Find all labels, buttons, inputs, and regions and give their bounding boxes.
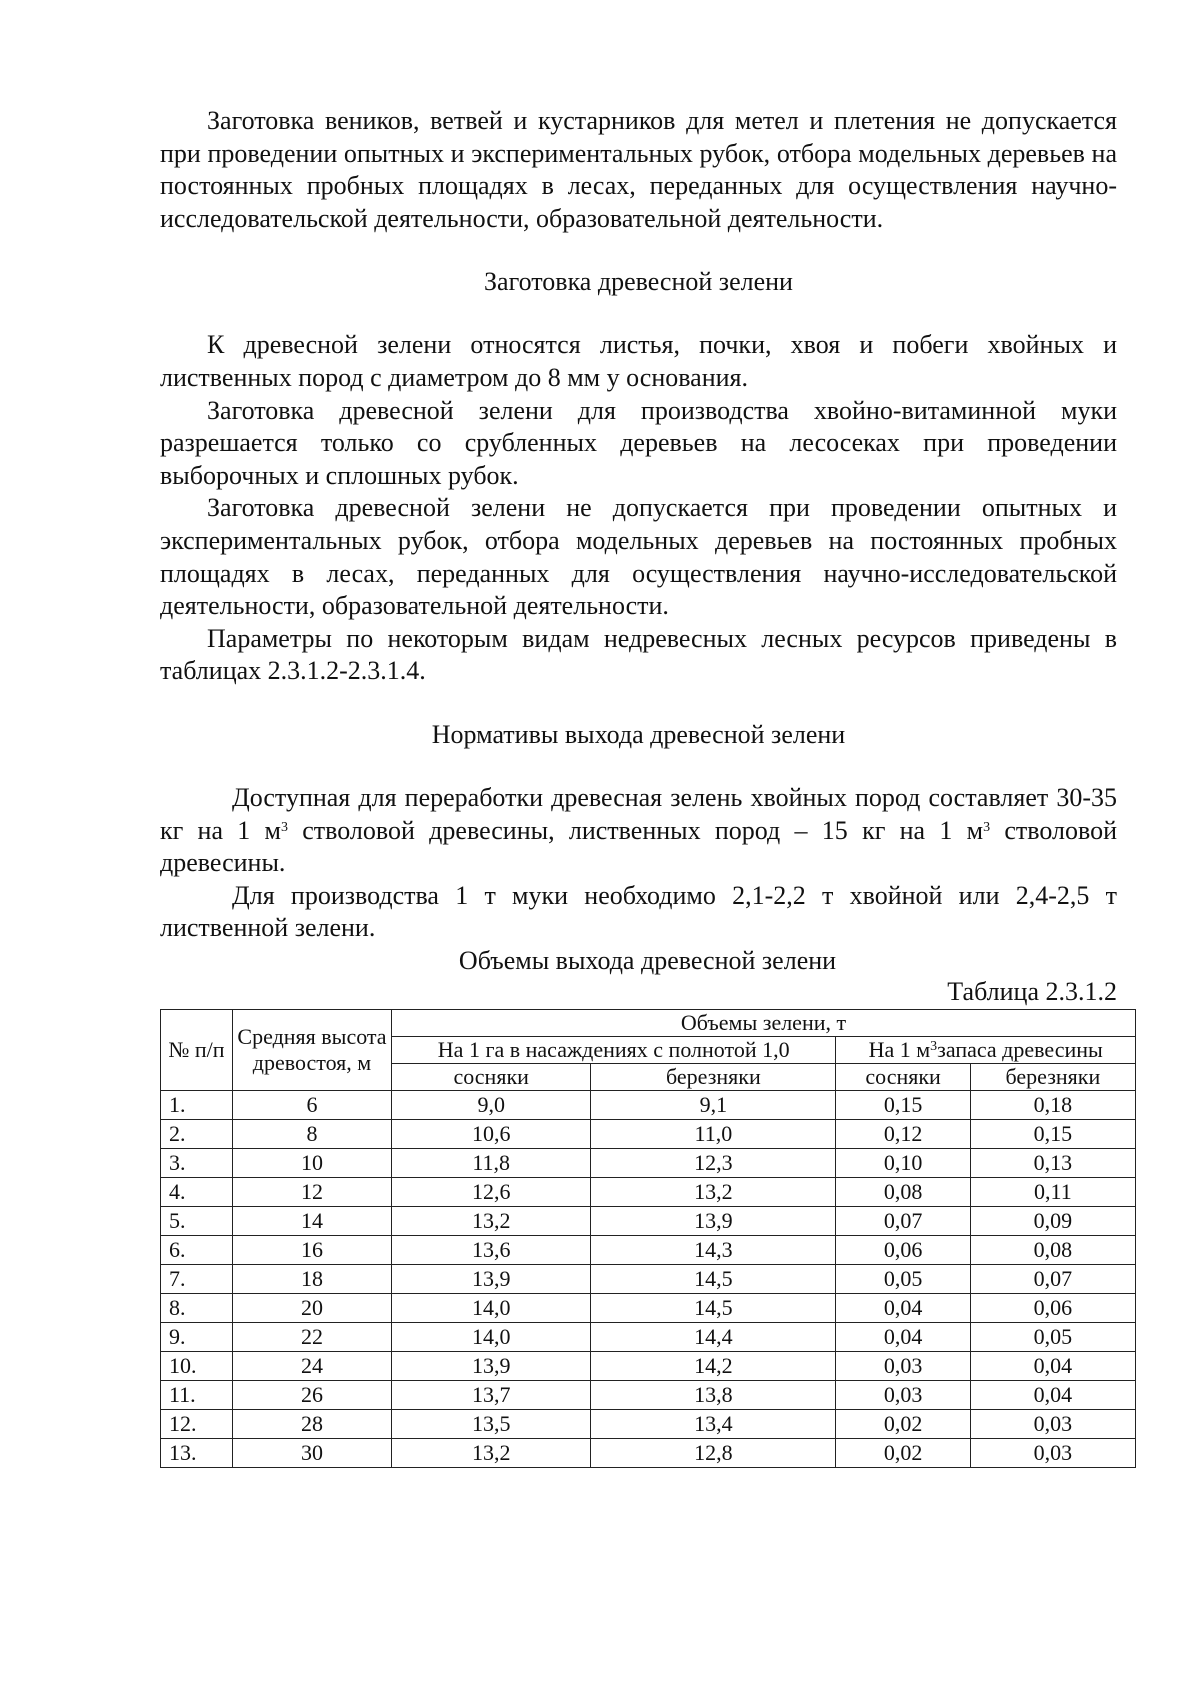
cell-pine-m3: 0,10 [836,1148,970,1177]
cell-number: 6. [161,1235,233,1264]
cell-birch-m3: 0,07 [970,1264,1135,1293]
table-caption: Объемы выхода древесной зелени [458,945,837,975]
cell-pine-m3: 0,06 [836,1235,970,1264]
cell-birch-m3: 0,09 [970,1206,1135,1235]
table-row [161,1235,1136,1264]
cell-pine-ha: 13,6 [392,1235,591,1264]
cell-height: 6 [233,1090,392,1119]
cell-pine-ha: 10,6 [392,1119,591,1148]
norms-text-b: стволовой древесины, лиственных пород – 15 кг на 1 м [288,815,984,845]
header-per-m3-a: На 1 м [868,1036,931,1062]
cell-pine-ha: 13,9 [392,1264,591,1293]
cell-number: 12. [161,1409,233,1438]
document-page [160,105,1117,1468]
cell-birch-m3: 0,06 [970,1293,1135,1322]
header-per-m3 [836,1036,1136,1063]
cell-birch-ha: 14,5 [591,1264,836,1293]
cell-birch-m3: 0,03 [970,1438,1135,1467]
cell-pine-ha: 13,9 [392,1351,591,1380]
cell-birch-ha: 9,1 [591,1090,836,1119]
cell-birch-ha: 13,8 [591,1380,836,1409]
paragraph-green-tables-ref: Параметры по некоторым видам недревесных лесных ресурсов приведены в таблицах 2.3.1.2-2.3.1.4. [160,623,1117,686]
table-row [161,1090,1136,1119]
cell-height: 20 [233,1293,392,1322]
cell-birch-ha: 14,4 [591,1322,836,1351]
cell-pine-m3: 0,12 [836,1119,970,1148]
green-volume-table [160,1009,1136,1468]
cell-number: 4. [161,1177,233,1206]
cell-pine-m3: 0,04 [836,1293,970,1322]
paragraph-norms-flour: Для производства 1 т муки необходимо 2,1-2,2 т хвойной или 2,4-2,5 т лиственной зелени. [160,880,1117,943]
cell-height: 12 [233,1177,392,1206]
paragraph-brooms: Заготовка веников, ветвей и кустарников для метел и плетения не допускается при проведении опытных и экспериментальных рубок, отбора модельных деревьев на постоянных пробных площадях в лесах, переданных для осуществления научно-исследовательской деятельности, образовательной деятельности. [160,106,1117,233]
cell-number: 5. [161,1206,233,1235]
table-row [161,1322,1136,1351]
table-label: Таблица 2.3.1.2 [947,976,1117,1006]
header-height: Средняя высота древостоя, м [233,1009,392,1090]
cell-birch-m3: 0,13 [970,1148,1135,1177]
heading-norms: Нормативы выхода древесной зелени [431,719,846,749]
cell-pine-ha: 13,2 [392,1206,591,1235]
table-row [161,1293,1136,1322]
header-per-hectare: На 1 га в насаждениях с полнотой 1,0 [392,1036,836,1063]
cell-pine-m3: 0,03 [836,1351,970,1380]
header-pine-m3: сосняки [836,1063,970,1090]
cell-height: 24 [233,1351,392,1380]
cell-birch-m3: 0,04 [970,1351,1135,1380]
norms-sup-1: 3 [281,819,288,835]
heading-green-harvest: Заготовка древесной зелени [484,267,793,297]
cell-height: 14 [233,1206,392,1235]
cell-birch-m3: 0,08 [970,1235,1135,1264]
cell-number: 9. [161,1322,233,1351]
paragraph-green-allowed: Заготовка древесной зелени для производства хвойно-витаминной муки разрешается только со срубленных деревьев на лесосеках при проведении выборочных и сплошных рубок. [160,395,1117,490]
cell-pine-m3: 0,05 [836,1264,970,1293]
cell-number: 13. [161,1438,233,1467]
cell-pine-ha: 13,7 [392,1380,591,1409]
table-row [161,1119,1136,1148]
cell-pine-m3: 0,03 [836,1380,970,1409]
norms-text-c: стволовой древесины. [160,815,1117,878]
cell-birch-m3: 0,11 [970,1177,1135,1206]
table-row [161,1351,1136,1380]
paragraph-green-forbidden: Заготовка древесной зелени не допускается при проведении опытных и экспериментальных рубок, отбора модельных деревьев на постоянных пробных площадях в лесах, переданных для осуществления научно-исследовательской деятельности, образовательной деятельности. [160,493,1117,621]
cell-height: 18 [233,1264,392,1293]
header-number: № п/п [161,1009,233,1090]
cell-birch-ha: 14,3 [591,1235,836,1264]
cell-height: 8 [233,1119,392,1148]
cell-pine-ha: 11,8 [392,1148,591,1177]
cell-height: 26 [233,1380,392,1409]
cell-pine-m3: 0,02 [836,1409,970,1438]
cell-birch-ha: 13,4 [591,1409,836,1438]
header-birch-m3: березняки [970,1063,1135,1090]
table-row [161,1177,1136,1206]
table-row [161,1264,1136,1293]
cell-birch-m3: 0,04 [970,1380,1135,1409]
cell-height: 10 [233,1148,392,1177]
paragraph-green-definition: К древесной зелени относятся листья, почки, хвоя и побеги хвойных и лиственных пород с диаметром до 8 мм у основания. [160,330,1117,392]
cell-number: 10. [161,1351,233,1380]
cell-number: 1. [161,1090,233,1119]
header-per-m3-b: запаса древесины [937,1036,1103,1062]
table-row [161,1409,1136,1438]
cell-birch-ha: 12,3 [591,1148,836,1177]
cell-birch-m3: 0,05 [970,1322,1135,1351]
header-volumes: Объемы зелени, т [392,1009,1136,1036]
table-body [161,1090,1136,1467]
cell-number: 3. [161,1148,233,1177]
cell-height: 30 [233,1438,392,1467]
norms-sup-2: 3 [983,819,991,835]
cell-birch-m3: 0,18 [970,1090,1135,1119]
cell-height: 22 [233,1322,392,1351]
cell-birch-m3: 0,15 [970,1119,1135,1148]
cell-pine-ha: 13,5 [392,1409,591,1438]
norms-text-a: Доступная для переработки древесная зелень хвойных пород составляет 30-35 кг на 1 м [160,782,1117,845]
header-pine-ha: сосняки [392,1063,591,1090]
cell-pine-ha: 14,0 [392,1322,591,1351]
cell-number: 7. [161,1264,233,1293]
cell-number: 11. [161,1380,233,1409]
cell-birch-ha: 14,2 [591,1351,836,1380]
cell-birch-ha: 13,9 [591,1206,836,1235]
cell-birch-ha: 11,0 [591,1119,836,1148]
cell-height: 16 [233,1235,392,1264]
cell-pine-m3: 0,15 [836,1090,970,1119]
table-row [161,1438,1136,1467]
header-per-m3-sup: 3 [930,1038,938,1054]
cell-number: 2. [161,1119,233,1148]
cell-pine-ha: 13,2 [392,1438,591,1467]
table-row [161,1148,1136,1177]
table-row [161,1206,1136,1235]
cell-birch-ha: 13,2 [591,1177,836,1206]
cell-birch-ha: 14,5 [591,1293,836,1322]
cell-pine-m3: 0,07 [836,1206,970,1235]
cell-birch-ha: 12,8 [591,1438,836,1467]
cell-pine-ha: 9,0 [392,1090,591,1119]
header-birch-ha: березняки [591,1063,836,1090]
cell-pine-m3: 0,04 [836,1322,970,1351]
cell-pine-m3: 0,08 [836,1177,970,1206]
paragraph-norms-yield [160,782,1117,880]
cell-pine-ha: 14,0 [392,1293,591,1322]
cell-birch-m3: 0,03 [970,1409,1135,1438]
table-row [161,1380,1136,1409]
cell-number: 8. [161,1293,233,1322]
cell-pine-m3: 0,02 [836,1438,970,1467]
cell-height: 28 [233,1409,392,1438]
cell-pine-ha: 12,6 [392,1177,591,1206]
